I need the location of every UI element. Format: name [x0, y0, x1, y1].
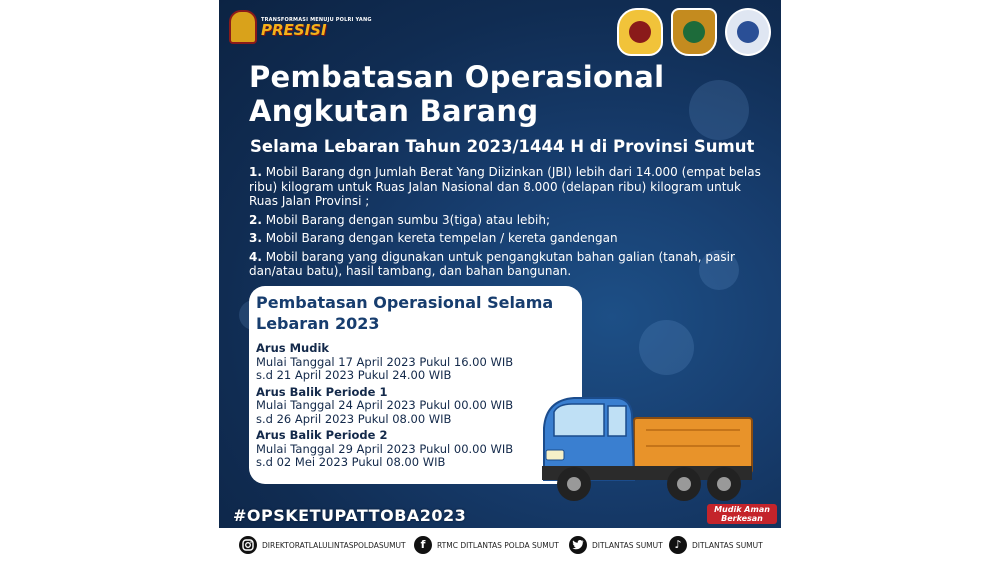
emblem-group: [617, 8, 771, 56]
instagram-link[interactable]: [239, 536, 406, 554]
bokeh-decoration: [689, 80, 749, 140]
hashtag: #OPSKETUPATTOBA2023: [233, 506, 467, 525]
schedule-line: s.d 02 Mei 2023 Pukul 08.00 WIB: [256, 455, 446, 469]
schedule-item: [256, 386, 513, 427]
schedule-list: [256, 342, 513, 473]
police-badge-icon: [229, 10, 257, 44]
poster: [219, 0, 781, 528]
korlantas-emblem-icon: [725, 8, 771, 56]
schedule-card: [249, 286, 582, 484]
schedule-head: Arus Balik Periode 2: [256, 428, 388, 442]
rule-item: [249, 231, 764, 246]
rule-item: [249, 213, 764, 228]
schedule-head: Arus Mudik: [256, 341, 330, 355]
rule-number: 3.: [249, 231, 262, 245]
logo-tagline: TRANSFORMASI MENUJU POLRI YANG: [261, 16, 372, 23]
rule-text: Mobil barang yang digunakan untuk pengangkutan bahan galian (tanah, pasir dan/atau batu), hasil tambang, dan bahan bangunan.: [249, 249, 735, 278]
logo-wordmark: PRESISI: [261, 20, 327, 39]
page-title: [249, 60, 664, 128]
twitter-link[interactable]: [569, 536, 663, 554]
tiktok-icon: ♪: [669, 536, 687, 554]
social-footer: [219, 528, 781, 563]
title-line: Pembatasan Operasional: [249, 60, 665, 94]
schedule-line: Mulai Tanggal 17 April 2023 Pukul 16.00 WIB: [256, 354, 514, 369]
instagram-icon: [239, 536, 257, 554]
bokeh-decoration: [639, 320, 694, 375]
page-subtitle: Selama Lebaran Tahun 2023/1444 H di Provinsi Sumut: [250, 137, 755, 156]
mudik-badge-label: Mudik Aman Berkesan: [707, 504, 777, 524]
rule-number: 4.: [249, 249, 262, 264]
rule-text: Mobil Barang dengan sumbu 3(tiga) atau lebih;: [265, 212, 551, 227]
polri-emblem-icon: [617, 8, 663, 56]
instagram-handle: DIREKTORATLALULINTASPOLDASUMUT: [262, 540, 406, 550]
schedule-head: Arus Balik Periode 1: [256, 384, 388, 399]
schedule-line: s.d 21 April 2023 Pukul 24.00 WIB: [256, 368, 452, 382]
tiktok-link[interactable]: [669, 536, 763, 554]
twitter-icon: [569, 536, 587, 554]
title-line: Angkutan Barang: [249, 94, 539, 128]
schedule-item: [256, 429, 513, 470]
schedule-item: [256, 342, 513, 383]
schedule-line: s.d 26 April 2023 Pukul 08.00 WIB: [256, 411, 452, 426]
facebook-icon: f: [414, 536, 432, 554]
rule-number: 2.: [249, 212, 262, 227]
polda-sumut-emblem-icon: [671, 8, 717, 56]
rule-text: Mobil Barang dgn Jumlah Berat Yang Diizinkan (JBI) lebih dari 14.000 (empat belas ribu) kilogram untuk Ruas Jalan Nasional dan 8.000 (delapan ribu) kilogram untuk Ruas Jalan Provinsi ;: [249, 165, 761, 208]
rule-item: [249, 250, 764, 279]
presisi-logo: [229, 10, 372, 44]
schedule-line: Mulai Tanggal 29 April 2023 Pukul 00.00 WIB: [256, 441, 514, 456]
rule-item: [249, 165, 764, 209]
facebook-handle: RTMC DITLANTAS POLDA SUMUT: [437, 540, 559, 550]
mudik-aman-badge: [707, 484, 777, 524]
twitter-handle: DITLANTAS SUMUT: [592, 540, 663, 550]
facebook-link[interactable]: [414, 536, 559, 554]
tiktok-handle: DITLANTAS SUMUT: [692, 540, 763, 550]
rule-text: Mobil Barang dengan kereta tempelan / kereta gandengan: [265, 231, 618, 245]
rules-list: [249, 165, 764, 283]
rule-number: 1.: [249, 165, 262, 179]
schedule-line: Mulai Tanggal 24 April 2023 Pukul 00.00 WIB: [256, 398, 514, 412]
card-title: Pembatasan Operasional Selama Lebaran 2023: [256, 293, 554, 333]
